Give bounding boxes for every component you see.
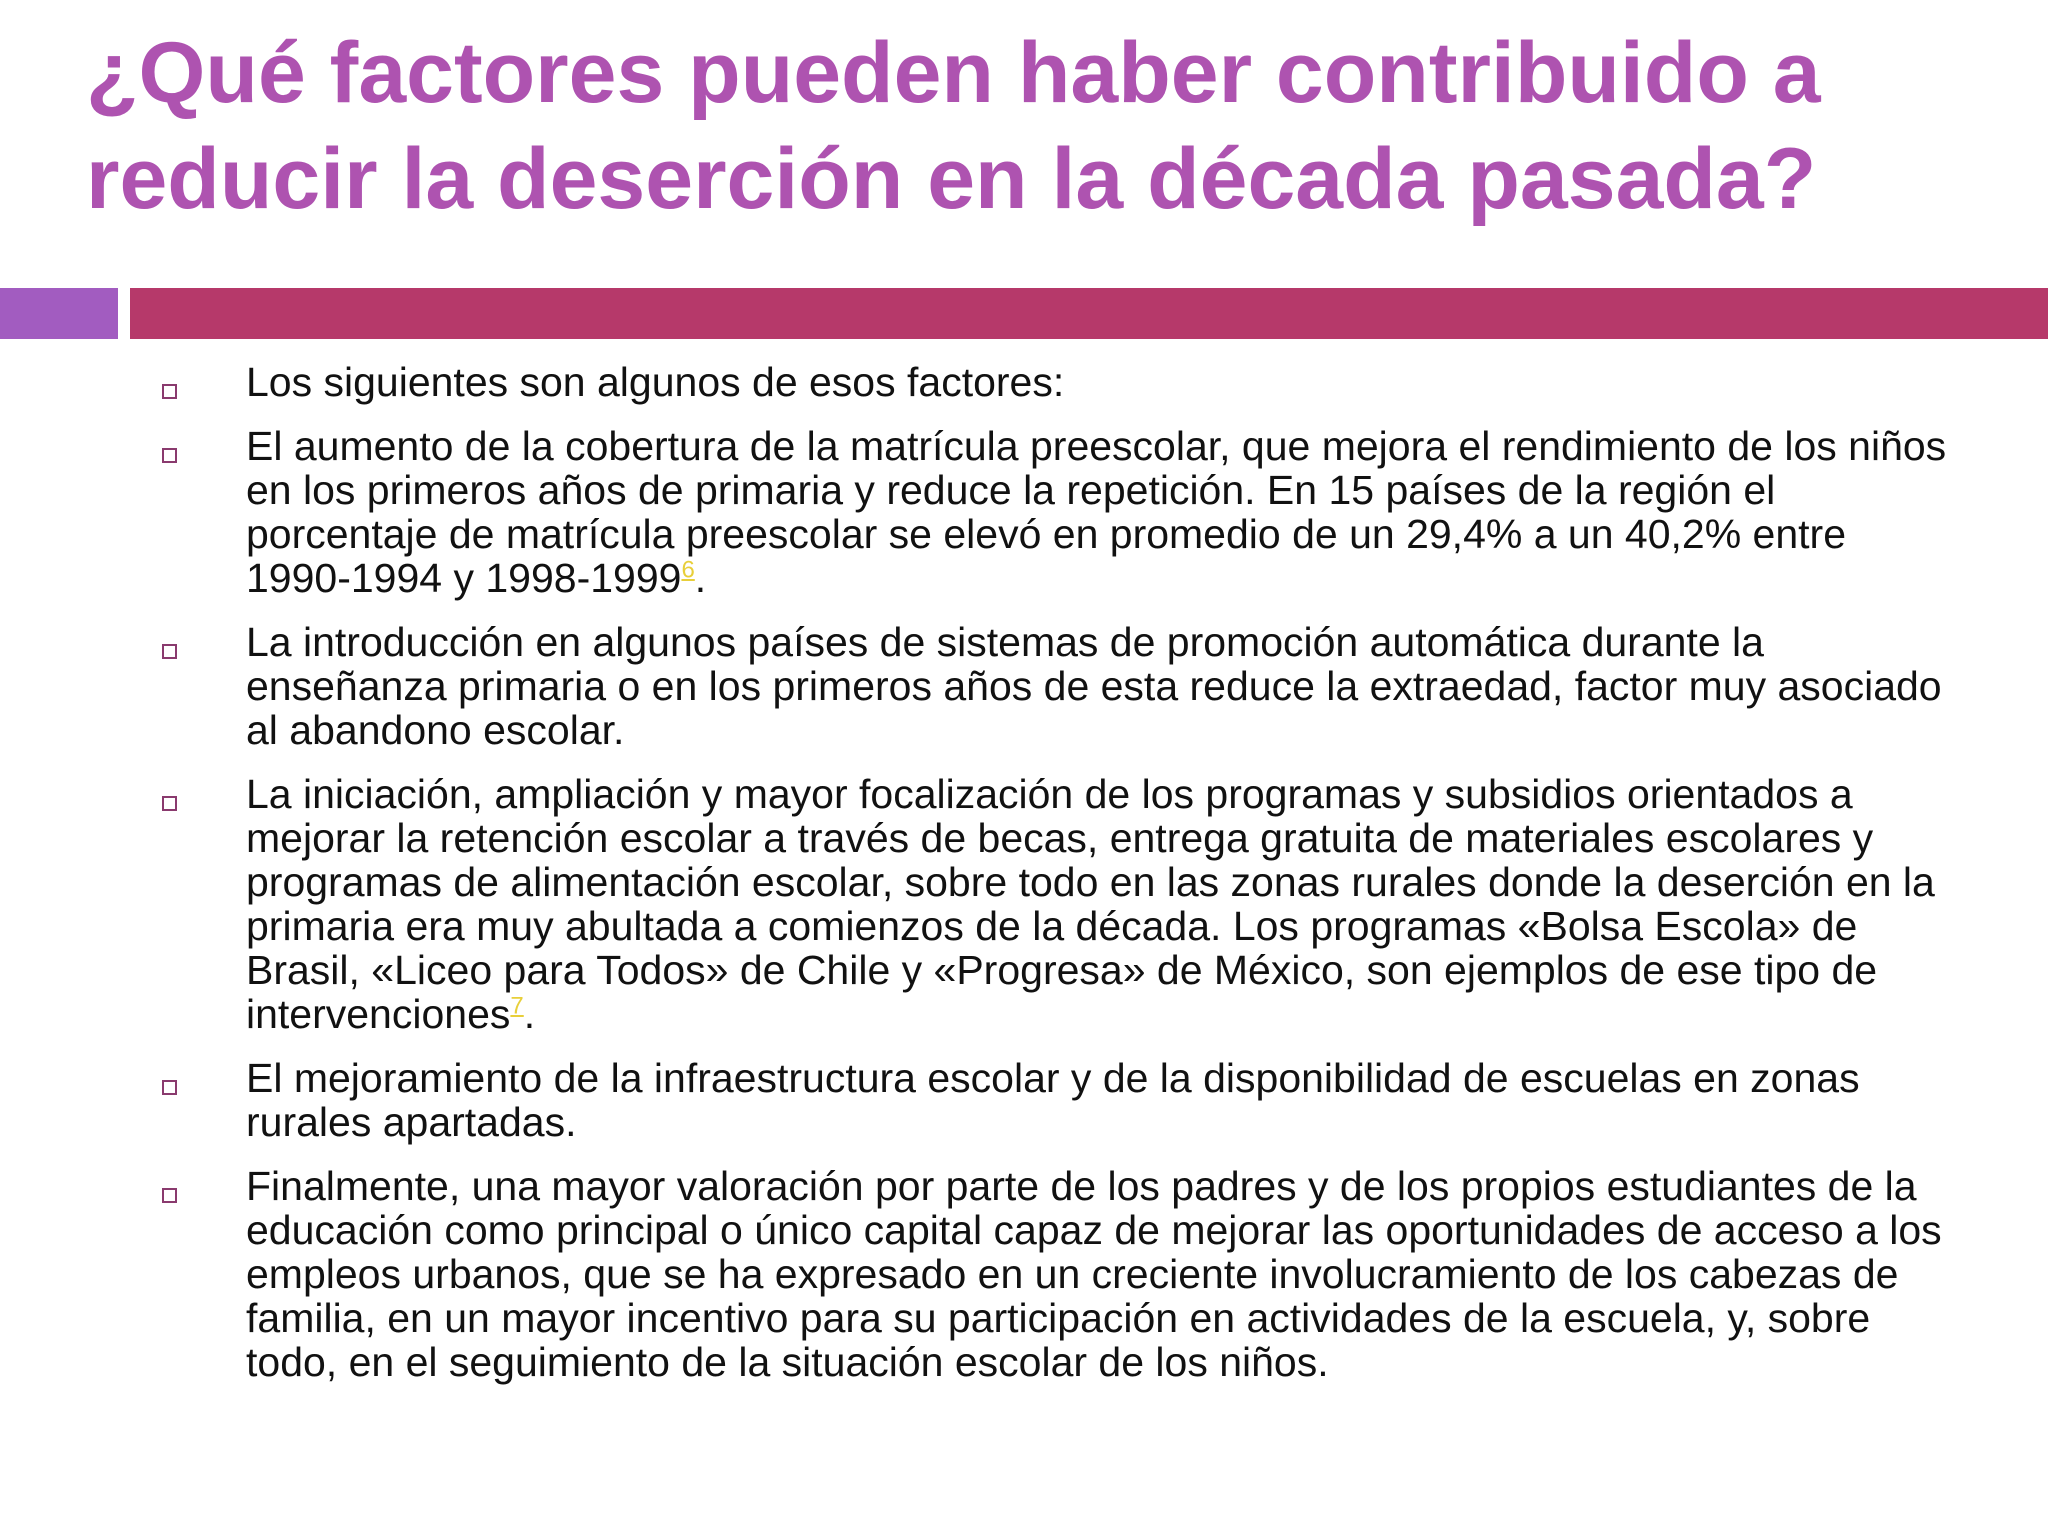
bullet-text: El aumento de la cobertura de la matrícula preescolar, que mejora el rendimiento de los niños en los primeros años de primaria y reduce la repetición. En 15 países de la región el porcentaje de matrícula preescolar se elevó en promedio de un 29,4% a un 40,2% entre 1990-1994 y 1998-1999$^6$. [246,423,1947,601]
square-bullet-icon [162,1188,177,1203]
bullet-text: Los siguientes son algunos de esos factores: [246,359,1065,405]
bullet-item [160,1056,1960,1144]
accent-bar [130,288,2048,339]
footnote-link[interactable]: 7 [510,992,524,1020]
bullet-item [160,424,1960,600]
bullet-text: La introducción en algunos países de sistemas de promoción automática durante la enseñanza primaria o en los primeros años de esta reduce la extraedad, factor muy asociado al abandono escolar. [246,619,1942,753]
square-bullet-icon [162,448,177,463]
bullet-item [160,772,1960,1036]
bullet-text: El mejoramiento de la infraestructura escolar y de la disponibilidad de escuelas en zonas rurales apartadas. [246,1055,1860,1145]
square-bullet-icon [162,1080,177,1095]
bullet-item [160,620,1960,752]
square-bullet-icon [162,796,177,811]
square-bullet-icon [162,644,177,659]
bullet-item [160,360,1960,404]
accent-bar-left [0,288,118,339]
bullet-text: La iniciación, ampliación y mayor focalización de los programas y subsidios orientados a mejorar la retención escolar a través de becas, entrega gratuita de materiales escolares y programas de alimentación escolar, sobre todo en las zonas rurales donde la deserción en la primaria era muy abultada a comienzos de la década. Los programas «Bolsa Escola» de Brasil, «Liceo para Todos» de Chile y «Progresa» de México, son ejemplos de ese tipo de intervenciones$^7$. [246,771,1935,1037]
slide-title: ¿Qué factores pueden haber contribuido a reducir la deserción en la década pasada? [86,25,1821,227]
square-bullet-icon [162,384,177,399]
bullet-list [160,360,1960,1404]
bullet-text: Finalmente, una mayor valoración por parte de los padres y de los propios estudiantes de la educación como principal o único capital capaz de mejorar las oportunidades de acceso a los empleos urbanos, que se ha expresado en un creciente involucramiento de los cabezas de familia, en un mayor incentivo para su participación en actividades de la escuela, y, sobre todo, en el seguimiento de la situación escolar de los niños. [246,1163,1942,1385]
footnote-link[interactable]: 6 [681,556,695,584]
bullet-item [160,1164,1960,1384]
